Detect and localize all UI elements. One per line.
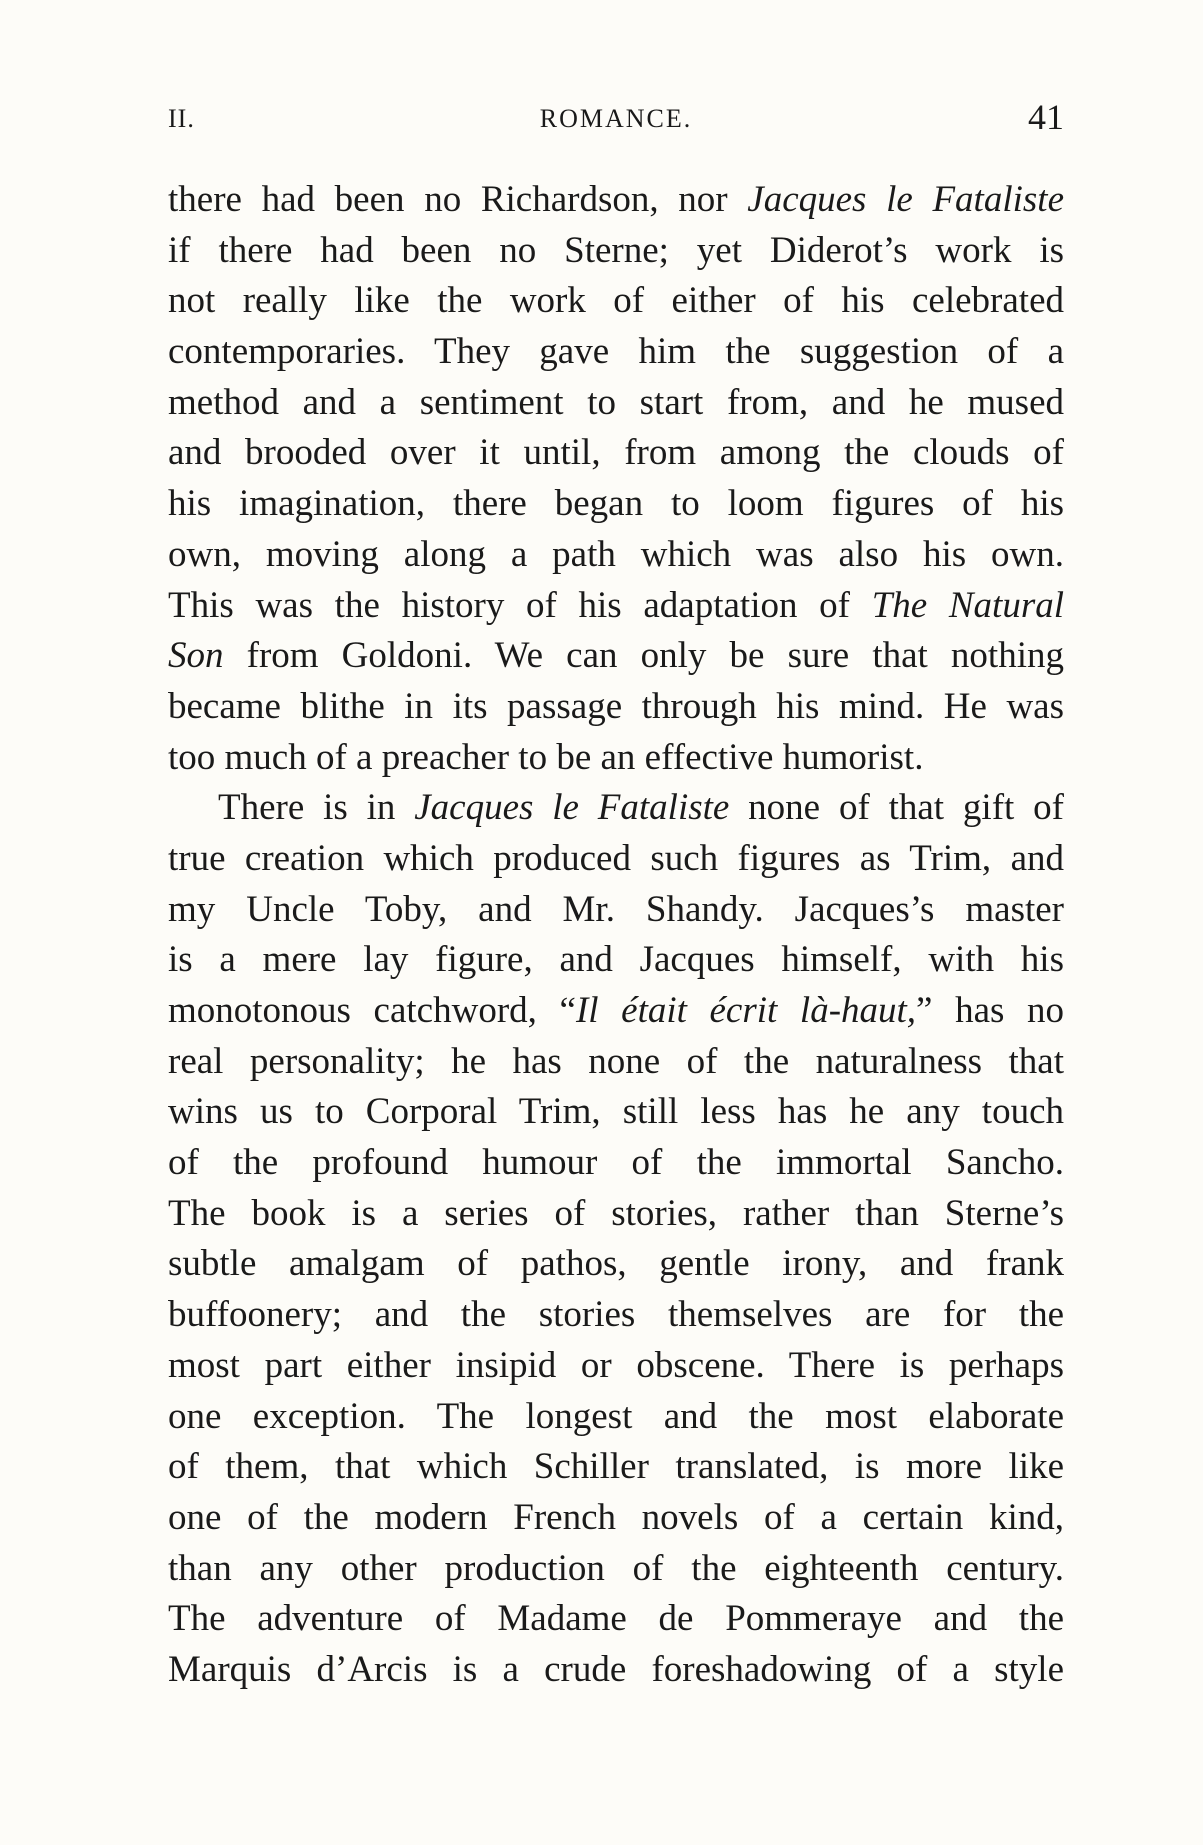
text-run: from Goldoni. We can only be sure that nothing — [223, 635, 1064, 677]
text-run: buffoonery; and the stories themselves are for the — [168, 1294, 1064, 1336]
text-run: too much of a preacher to be an effective humorist. — [168, 736, 924, 778]
text-run: ” has no — [916, 990, 1064, 1031]
text-line — [168, 1239, 1064, 1290]
text-run: than any other production of the eighteenth century. — [168, 1547, 1064, 1589]
text-run: most part either insipid or obscene. There is perhaps — [168, 1344, 1064, 1386]
text-line — [168, 378, 1064, 429]
italic-text: The Natural — [871, 584, 1065, 626]
italic-text: Jacques le Fataliste — [747, 179, 1064, 220]
text-run: of them, that which Schiller translated, is more like — [168, 1446, 1064, 1488]
text-line — [168, 226, 1064, 277]
text-line — [168, 986, 1064, 1037]
text-line — [168, 733, 1064, 784]
body-text — [168, 175, 1064, 1696]
text-line — [168, 1442, 1064, 1493]
text-run: subtle amalgam of pathos, gentle irony, and frank — [168, 1243, 1064, 1285]
running-head — [168, 96, 1064, 136]
text-line — [168, 1645, 1064, 1696]
text-run: none of that gift of — [729, 787, 1064, 829]
text-line — [168, 276, 1064, 327]
text-run: There is in — [218, 787, 415, 829]
text-run: The book is a series of stories, rather than Sterne’s — [168, 1192, 1064, 1234]
text-run: of the profound humour of the immortal Sancho. — [168, 1142, 1064, 1184]
text-line — [168, 631, 1064, 682]
text-run: not really like the work of either of his celebrated — [168, 280, 1064, 322]
text-run: The adventure of Madame de Pommeraye and the — [168, 1598, 1064, 1640]
text-run: method and a sentiment to start from, and he mused — [168, 381, 1064, 423]
text-line — [168, 479, 1064, 530]
text-line — [168, 682, 1064, 733]
text-run: my Uncle Toby, and Mr. Shandy. Jacques’s master — [168, 888, 1064, 930]
text-run: is a mere lay figure, and Jacques himself, with his — [168, 939, 1064, 981]
text-run: and brooded over it until, from among the clouds of — [168, 432, 1064, 474]
text-line — [168, 175, 1064, 226]
text-line — [168, 1290, 1064, 1341]
text-line — [168, 1594, 1064, 1645]
text-run: true creation which produced such figures as Trim, and — [168, 837, 1064, 879]
page-number: 41 — [1028, 97, 1064, 137]
chapter-number: II. — [168, 104, 195, 133]
text-line — [168, 1138, 1064, 1189]
text-line — [168, 1392, 1064, 1443]
text-line — [168, 530, 1064, 581]
text-line — [168, 1493, 1064, 1544]
text-run: This was the history of his adaptation of — [168, 584, 872, 626]
text-run: his imagination, there began to loom figures of his — [168, 483, 1064, 525]
text-line — [168, 1544, 1064, 1595]
text-line — [168, 1037, 1064, 1088]
text-run: monotonous catchword, “ — [168, 990, 576, 1031]
running-title: ROMANCE. — [539, 104, 693, 133]
text-run: own, moving along a path which was also his own. — [168, 533, 1064, 575]
italic-text: Il était écrit là-haut, — [575, 990, 917, 1031]
text-run: real personality; he has none of the naturalness that — [168, 1040, 1064, 1082]
text-run: if there had been no Sterne; yet Diderot’s work is — [168, 229, 1064, 271]
text-run: contemporaries. They gave him the suggestion of a — [168, 331, 1064, 373]
text-line — [168, 1189, 1064, 1240]
text-run: became blithe in its passage through his mind. He was — [168, 685, 1064, 727]
text-line — [168, 1341, 1064, 1392]
text-line — [168, 885, 1064, 936]
italic-text: Son — [168, 635, 224, 677]
text-run: wins us to Corporal Trim, still less has he any touch — [168, 1091, 1064, 1133]
text-run: Marquis d’Arcis is a crude foreshadowing of a style — [168, 1648, 1064, 1690]
text-line — [168, 428, 1064, 479]
text-run: there had been no Richardson, nor — [168, 179, 748, 220]
text-line — [168, 1087, 1064, 1138]
text-run: one exception. The longest and the most elaborate — [168, 1395, 1064, 1437]
italic-text: Jacques le Fataliste — [414, 787, 730, 829]
text-run: one of the modern French novels of a certain kind, — [168, 1496, 1064, 1538]
text-line — [168, 935, 1064, 986]
text-line — [168, 327, 1064, 378]
text-line — [168, 834, 1064, 885]
text-line — [168, 783, 1064, 834]
text-line — [168, 581, 1064, 632]
